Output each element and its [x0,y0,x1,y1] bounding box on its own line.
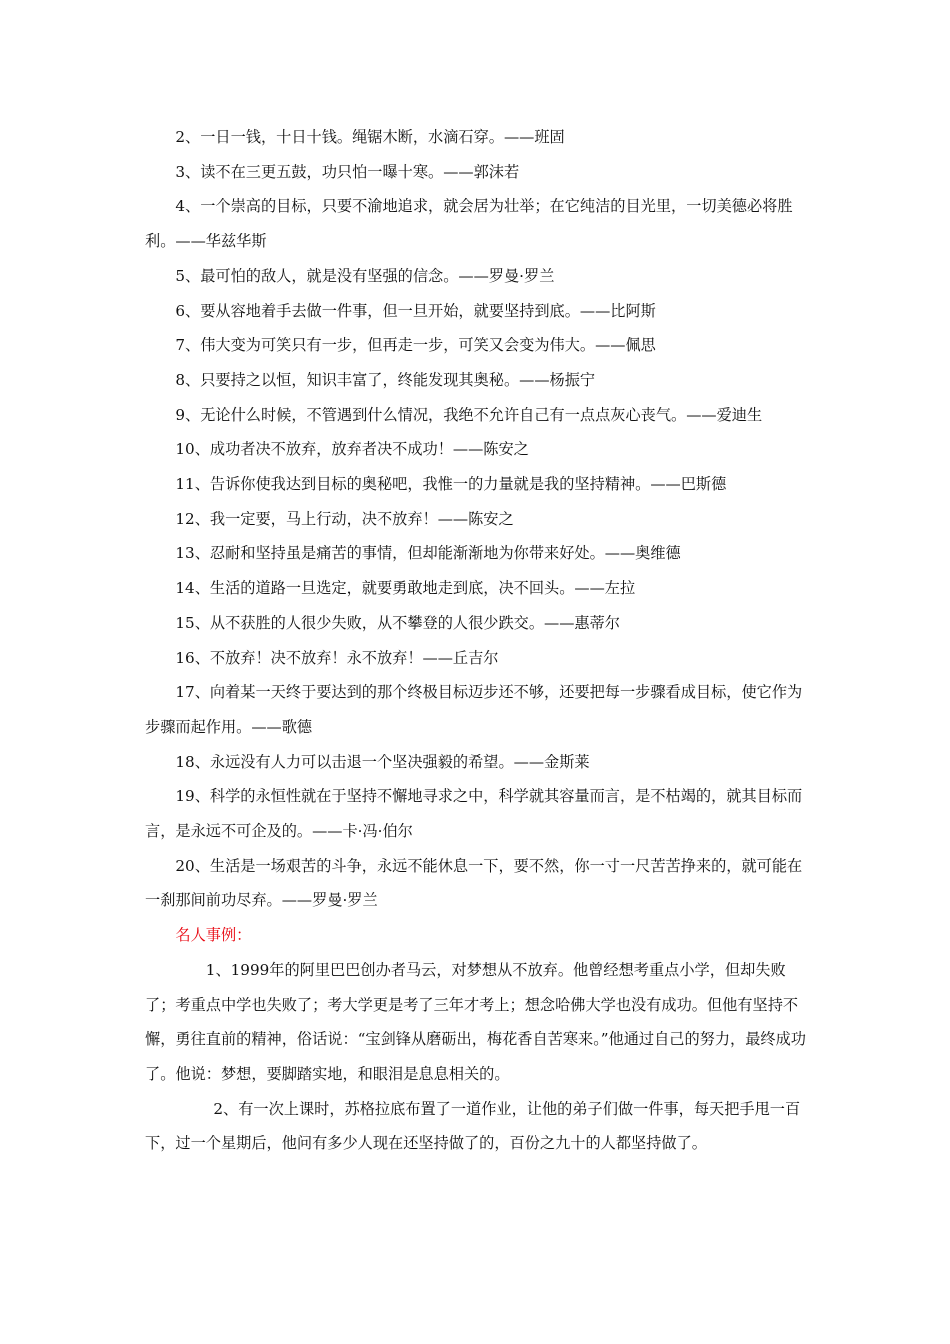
quote-12: 12、我一定要，马上行动，决不放弃！——陈安之 [175,509,514,528]
quote-8: 8、只要持之以恒，知识丰富了，终能发现其奥秘。——杨振宁 [175,370,596,389]
quote-11: 11、告诉你使我达到目标的奥秘吧，我惟一的力量就是我的坚持精神。——巴斯德 [175,475,727,494]
quote-5: 5、最可怕的敌人，就是没有坚强的信念。——罗曼·罗兰 [175,266,555,285]
quote-13: 13、忍耐和坚持虽是痛苦的事情，但却能渐渐地为你带来好处。——奥维德 [175,544,681,563]
quote-14: 14、生活的道路一旦选定，就要勇敢地走到底，决不回头。——左拉 [175,579,636,598]
quote-6: 6、要从容地着手去做一件事，但一旦开始，就要坚持到底。——比阿斯 [175,301,656,320]
quote-2: 2、一日一钱，十日十钱。绳锯木断，水滴石穿。——班固 [175,128,565,146]
quote-3: 3、读不在三更五鼓，功只怕一曝十寒。——郭沫若 [175,162,520,181]
quote-20: 20、生活是一场艰苦的斗争，永远不能休息一下，要不然，你一寸一尺苦苦挣来的，就可能在一刹那间前功尽弃。——罗曼·罗兰 [145,856,803,910]
example-1: 1、1999年的阿里巴巴创办者马云，对梦想从不放弃。他曾经想考重点小学，但却失败了；考重点中学也失败了；考大学更是考了三年才考上；想念哈佛大学也没有成功。但他有坚持不懈，勇往直前的精神，俗话说：“宝剑锋从磨砺出，梅花香自苦寒来。”他通过自己的努力，最终成功了。他说：梦想，要脚踏实地，和眼泪是息息相关的。 [145,960,806,1083]
quote-18: 18、永远没有人力可以击退一个坚决强毅的希望。——金斯莱 [175,752,590,771]
quote-15: 15、从不获胜的人很少失败，从不攀登的人很少跌交。——惠蒂尔 [175,613,620,632]
document-body [145,120,810,1161]
example-2: 2、有一次上课时，苏格拉底布置了一道作业，让他的弟子们做一件事，每天把手甩一百下，过一个星期后，他问有多少人现在还坚持做了的，百份之九十的人都坚持做了。 [145,1099,801,1153]
quote-9: 9、无论什么时候，不管遇到什么情况，我绝不允许自己有一点点灰心丧气。——爱迪生 [175,405,763,424]
examples-heading: 名人事例： [175,926,252,945]
quote-17: 17、向着某一天终于要达到的那个终极目标迈步还不够，还要把每一步骤看成目标，使它作为步骤而起作用。——歌德 [145,683,803,736]
quote-16: 16、不放弃！决不放弃！永不放弃！——丘吉尔 [175,648,499,667]
quote-7: 7、伟大变为可笑只有一步，但再走一步，可笑又会变为伟大。——佩思 [175,336,656,355]
quote-4: 4、一个崇高的目标，只要不渝地追求，就会居为壮举；在它纯洁的目光里，一切美德必将胜利。——华兹华斯 [145,197,793,251]
quote-10: 10、成功者决不放弃，放弃者决不成功！——陈安之 [175,440,529,459]
quote-19: 19、科学的永恒性就在于坚持不懈地寻求之中，科学就其容量而言，是不枯竭的，就其目标而言，是永远不可企及的。——卡·冯·伯尔 [145,787,803,841]
